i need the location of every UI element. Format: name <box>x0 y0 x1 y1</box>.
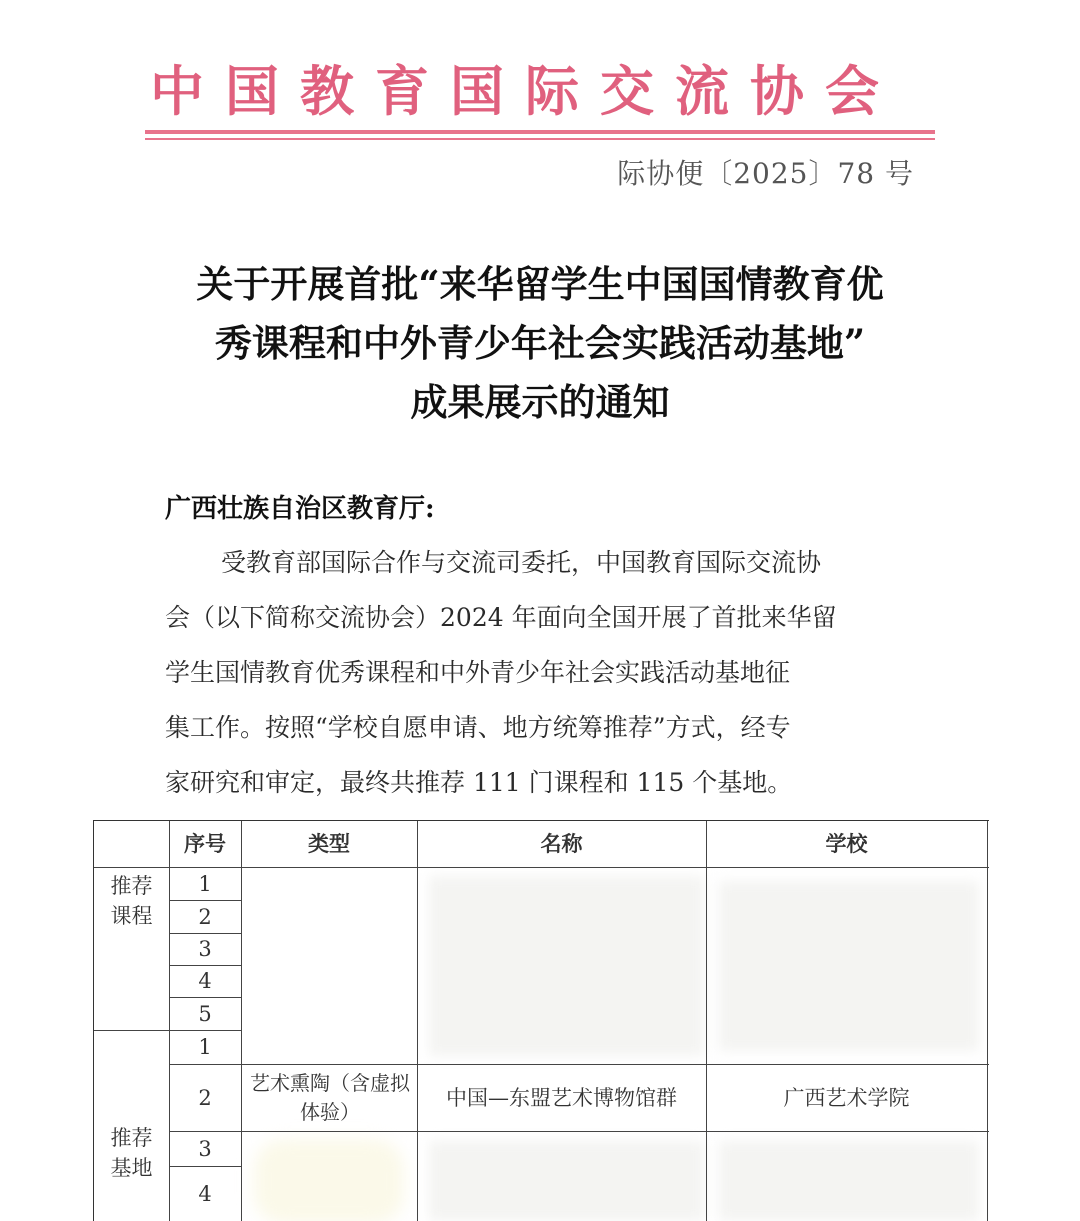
notice-title <box>140 255 940 432</box>
row-number: 2 <box>198 904 212 929</box>
recipient: 广西壮族自治区教育厅: <box>165 494 435 524</box>
table-rule <box>706 821 707 1221</box>
organization-letterhead: 中国教育国际交流协会 <box>150 60 900 123</box>
row-number: 1 <box>198 871 212 896</box>
row-number: 4 <box>198 1181 212 1206</box>
notice-title-line: 秀课程和中外青少年社会实践活动基地” <box>214 321 866 365</box>
letterhead-rule-thick <box>145 130 935 134</box>
notice-title-line: 关于开展首批“来华留学生中国国情教育优 <box>196 262 884 306</box>
row-number: 5 <box>198 1001 212 1026</box>
row-number: 1 <box>198 1035 212 1059</box>
body-line: 学生国情教育优秀课程和中外青少年社会实践活动基地征 <box>165 658 791 687</box>
notice-title-line: 成果展示的通知 <box>410 380 670 424</box>
row-type: 艺术熏陶（含虚拟 体验） <box>250 1070 410 1124</box>
body-line: 集工作。按照“学校自愿申请、地方统筹推荐”方式，经专 <box>165 713 791 742</box>
table-rule <box>241 821 242 1221</box>
row-school: 广西艺术学院 <box>783 1085 910 1110</box>
row-name: 中国—东盟艺术博物馆群 <box>446 1085 677 1110</box>
table-rule <box>169 1131 989 1132</box>
table-rule <box>417 821 418 1221</box>
column-header-name: 名称 <box>540 832 583 856</box>
row-number: 2 <box>198 1085 212 1110</box>
redacted-region <box>719 881 979 1051</box>
column-header-type: 类型 <box>308 832 350 856</box>
column-header-school: 学校 <box>825 832 868 856</box>
document-number: 际协便〔2025〕78 号 <box>617 157 914 190</box>
body-line: 家研究和审定，最终共推荐 111 门课程和 115 个基地。 <box>165 768 793 797</box>
redacted-region <box>429 876 704 1056</box>
redacted-region <box>719 1141 979 1221</box>
row-number: 4 <box>198 969 212 993</box>
column-header-seq: 序号 <box>184 832 226 856</box>
notice-body <box>165 535 915 810</box>
group-label-bases: 推荐 基地 <box>110 1126 153 1180</box>
row-number: 3 <box>198 1136 212 1161</box>
body-line: 受教育部国际合作与交流司委托，中国教育国际交流协 <box>221 548 822 577</box>
group-label-courses: 推荐 课程 <box>110 874 153 928</box>
row-number: 3 <box>198 937 212 961</box>
redacted-region <box>254 1139 404 1221</box>
body-line: 会（以下简称交流协会）2024 年面向全国开展了首批来华留 <box>165 603 837 632</box>
letterhead-rule-thin <box>145 138 935 140</box>
results-table <box>93 820 989 1221</box>
table-rule <box>987 821 988 1221</box>
redacted-region <box>429 1141 704 1221</box>
